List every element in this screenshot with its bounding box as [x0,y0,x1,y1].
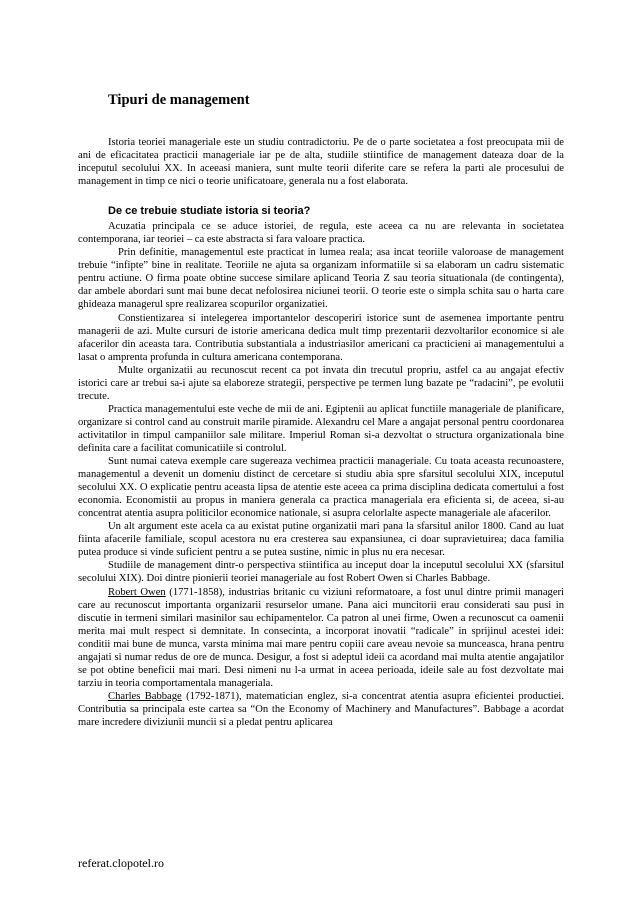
owen-text: (1771-1858), industrias britanic cu viziuni reformatoare, a fost unul dintre primii manageri care au recunoscut importanta organizarii resurselor umane. Pana aici muncitorii erau considerati sau pusi in discutie in termeni similari masinilor sau echipamentelor. Ca patron al unei firme, Owen a recunoscut ca oamenii merita mai mult respect si demnitate. In consecinta, a incorporat inovatii “radicale” in sprijinul acestei idei: conditii mai bune de munca, varsta minima mai mare pentru copiii care aveau nevoie sa munceasca, hrana pentru angajati si numar redus de ore de munca. Desigur, a fost si adeptul ideii ca acordand mai multa atentie angajatilor se pot obtine beneficii mai mari. Desi nimeni nu l-a urmat in aceea perioada, ideile sale au fost dezvoltate mai tarziu in teoria comportamentala manageriala. [78,586,565,689]
paragraph-5: Practica managementului este veche de mii de ani. Egiptenii au aplicat functiile manageriale de planificare, organizare si control cand au construit marile piramide. Alexandru cel Mare a angajat personal pentru coordonarea activitatilor in timpul campaniilor sale militare. Imperiul Roman si-a dezvoltat o structura organizationala bine definita care a facilitat comunicatiile si controlul. [78,403,564,454]
footer-source: referat.clopotel.ro [78,856,164,870]
paragraph-4: Multe organizatii au recunoscut recent ca pot invata din trecutul propriu, astfel ca au angajat efectiv istorici care ar trebui sa-i ajute sa elaboreze strategii, perspective pe termen lung bazate pe “radacini”, pe evolutii trecute. [78,364,564,402]
paragraph-3: Constientizarea si intelegerea importantelor descoperiri istorice sunt de asemenea importante pentru managerii de azi. Multe cursuri de istorie americana dedica mult timp prezentarii dezvoltarilor economice si ale afacerilor din aceasta tara. Contributia substantiala a industriasilor americani ca practicieni ai managementului a lasat o amprenta profunda in cultura americana contemporana. [78,312,564,363]
babbage-text: (1792-1871), matematician englez, si-a concentrat atentia asupra eficientei productiei. Contributia sa principala este cartea sa “On the Economy of Machinery and Manufactures”. Babbage a acordat mare incredere diviziunii muncii si a pledat pentru aplicarea [78,690,564,728]
paragraph-babbage [78,690,564,729]
paragraph-7: Un alt argument este acela ca au existat putine organizatii mari pana la sfarsitul anilor 1800. Cand au luat fiinta afacerile familiale, scopul acestora nu era cresterea sau expansiunea, ci doar supravietuirea; daca familia putea produce si vinde suficient pentru a se putea sustine, nimic in plus nu era necesar. [78,521,564,559]
section-heading: De ce trebuie studiate istoria si teoria? [108,205,311,218]
owen-name: Robert Owen [108,586,166,598]
babbage-name: Charles Babbage [108,690,182,702]
paragraph-owen [78,586,564,690]
intro-paragraph: Istoria teoriei manageriale este un studiu contradictoriu. Pe de o parte societatea a fost preocupata mii de ani de eficacitatea practicii manageriale iar pe de alta, studiile stiintifice de management dateaza doar de la inceputul secolului XX. In aceeasi maniera, sunt multe teorii diferite care se refera la parti ale procesului de management in timp ce nici o teorie unificatoare, generala nu a fost elaborata. [78,137,564,188]
paragraph-2: Prin definitie, managementul este practicat in lumea reala; asa incat teoriile valoroase de management trebuie “infipte” bine in realitate. Teoriile ne ajuta sa organizam informatiile si sa elaboram un cadru sistematic pentru actiune. O firma poate obtine succese similare aplicand Teoria Z sau teoria situationala (de contingenta), dar ambele abordari sunt mai bune decat nefolosirea niciunei teorii. O teorie este o simpla schita sau o harta care ghideaza managerul spre realizarea scopurilor organizatiei. [78,247,564,311]
paragraph-6: Sunt numai cateva exemple care sugereaza vechimea practicii manageriale. Cu toata aceasta recunoastere, managementul a devenit un domeniu distinct de cercetare si studiu abia spre sfarsitul secolului XIX, inceputul secolului XX. O explicatie pentru aceasta lipsa de atentie este aceea ca prima disciplina dedicata comertului a fost economia. Economistii au propus in maniera generala ca practica manageriala era eficienta si, de aceea, si-au concentrat atentia asupra politicilor economice nationale, si asupra celorlalte aspecte manageriale ale afacerilor. [78,456,564,520]
document-title: Tipuri de management [108,92,250,108]
document-body [78,136,564,729]
paragraph-8: Studiile de management dintr-o perspectiva stiintifica au inceput doar la inceputul secolului XX (sfarsitul secolului XIX). Doi dintre pionierii teoriei manageriale au fost Robert Owen si Charles Babbage. [78,560,564,585]
paragraph-1: Acuzatia principala ce se aduce istoriei, de regula, este aceea ca nu are relevanta in societatea contemporana, iar teoriei – ca este abstracta si fara valoare practica. [78,221,564,246]
